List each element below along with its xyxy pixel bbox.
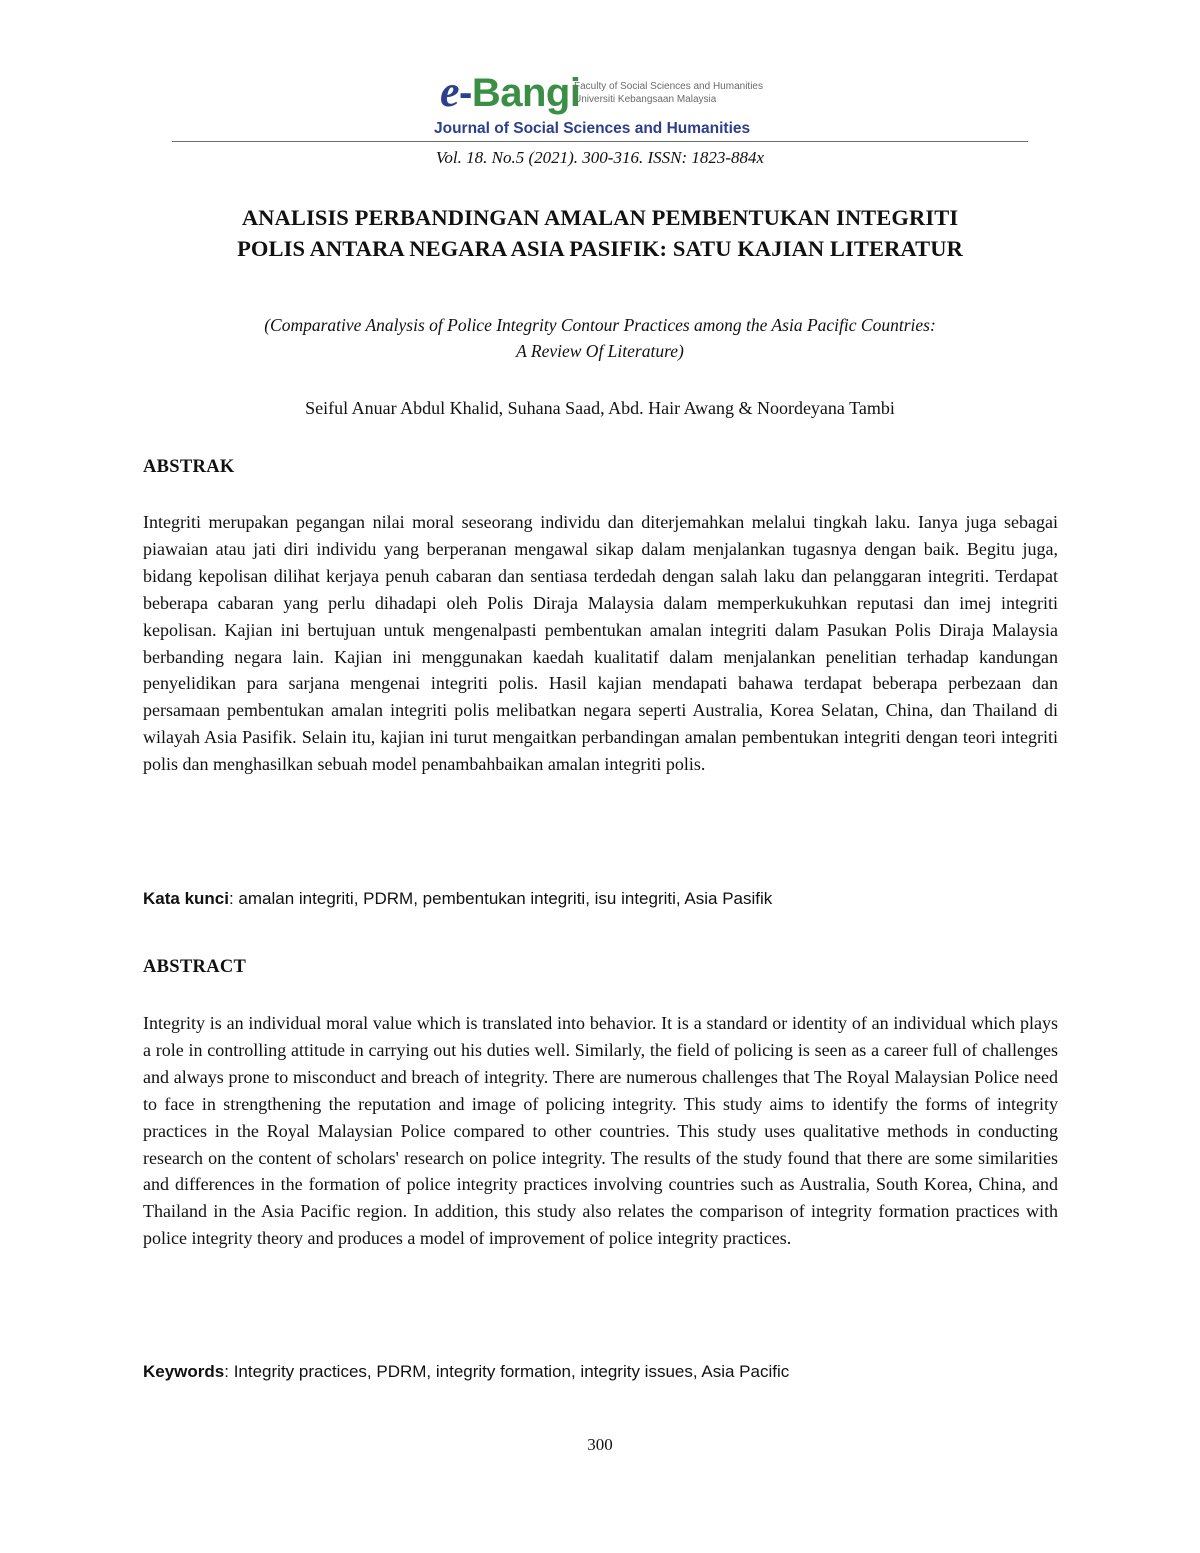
logo-prefix: e [440,67,460,116]
journal-masthead [0,0,1200,150]
journal-logo [440,67,780,116]
abstrak-body: Integriti merupakan pegangan nilai moral seseorang individu dan diterjemahkan melalui tingkah laku. Ianya juga sebagai piawaian atau jati diri individu yang berperanan mengawal sikap dalam menjalankan tugasnya dengan baik. Begitu juga, bidang kepolisan dilihat kerjaya penuh cabaran dan sentiasa terdedah dengan salah laku dan pelanggaran integriti. Terdapat beberapa cabaran yang perlu dihadapi oleh Polis Diraja Malaysia dalam memperkukuhkan reputasi dan imej integriti kepolisan. Kajian ini bertujuan untuk mengenalpasti pembentukan amalan integriti dalam Pasukan Polis Diraja Malaysia berbanding negara lain. Kajian ini menggunakan kaedah kualitatif dalam menjalankan penelitian terhadap kandungan penyelidikan para sarjana mengenai integriti polis. Hasil kajian mendapati bahawa terdapat beberapa perbezaan dan persamaan pembentukan amalan integriti polis melibatkan negara seperti Australia, Korea Selatan, China, dan Thailand di wilayah Asia Pasifik. Selain itu, kajian ini turut mengaitkan perbandingan amalan pembentukan integriti dengan teori integriti polis dan menghasilkan sebuah model penambahbaikan amalan integriti polis. [143,512,1058,775]
paper-title [100,202,1100,264]
page-number: 300 [587,1435,613,1454]
logo-name: Bangi [471,71,581,115]
keywords-values: : Integrity practices, PDRM, integrity formation, integrity issues, Asia Pacific [224,1362,790,1381]
faculty-line-1: Faculty of Social Sciences and Humanities [574,81,763,92]
journal-name: Journal of Social Sciences and Humanities [434,120,751,137]
logo-wordmark [440,67,581,116]
kata-kunci-label: Kata kunci [143,889,229,908]
abstract-body: Integrity is an individual moral value which is translated into behavior. It is a standard or identity of an individual which plays a role in controlling attitude in carrying out his duties well. Similarly, the field of policing is seen as a career full of challenges and always prone to misconduct and breach of integrity. There are numerous challenges that The Royal Malaysian Police need to face in strengthening the reputation and image of policing integrity. This study aims to identify the forms of integrity practices in the Royal Malaysian Police compared to other countries. This study uses qualitative methods in conducting research on the content of scholars' research on police integrity. The results of the study found that there are some similarities and differences in the formation of police integrity practices involving countries such as Australia, South Korea, China, and Thailand in the Asia Pacific region. In addition, this study also relates the comparison of integrity formation practices with police integrity theory and produces a model of improvement of police integrity practices. [143,1013,1058,1249]
keywords-line [143,1360,1058,1384]
volume-line: Vol. 18. No.5 (2021). 300-316. ISSN: 1823-884x [435,148,765,167]
author-list: Seiful Anuar Abdul Khalid, Suhana Saad, Abd. Hair Awang & Noordeyana Tambi [305,398,895,418]
subtitle-line-2: A Review Of Literature) [516,341,684,361]
title-line-1: ANALISIS PERBANDINGAN AMALAN PEMBENTUKAN INTEGRITI [241,205,959,230]
kata-kunci-values: : amalan integriti, PDRM, pembentukan integriti, isu integriti, Asia Pasifik [228,889,773,908]
subtitle-line-1: (Comparative Analysis of Police Integrity Contour Practices among the Asia Pacific Countries: [264,315,936,335]
faculty-line-2: Universiti Kebangsaan Malaysia [574,94,717,105]
header-divider [172,141,1028,142]
title-line-2: POLIS ANTARA NEGARA ASIA PASIFIK: SATU KAJIAN LITERATUR [237,236,963,261]
keywords-label: Keywords [143,1362,225,1381]
logo-faculty-text [574,80,763,106]
abstract-heading: ABSTRACT [143,957,247,977]
kata-kunci-line [143,887,1058,911]
abstrak-heading: ABSTRAK [143,457,235,477]
logo-dash: - [459,71,472,115]
paper-subtitle [120,312,1080,364]
